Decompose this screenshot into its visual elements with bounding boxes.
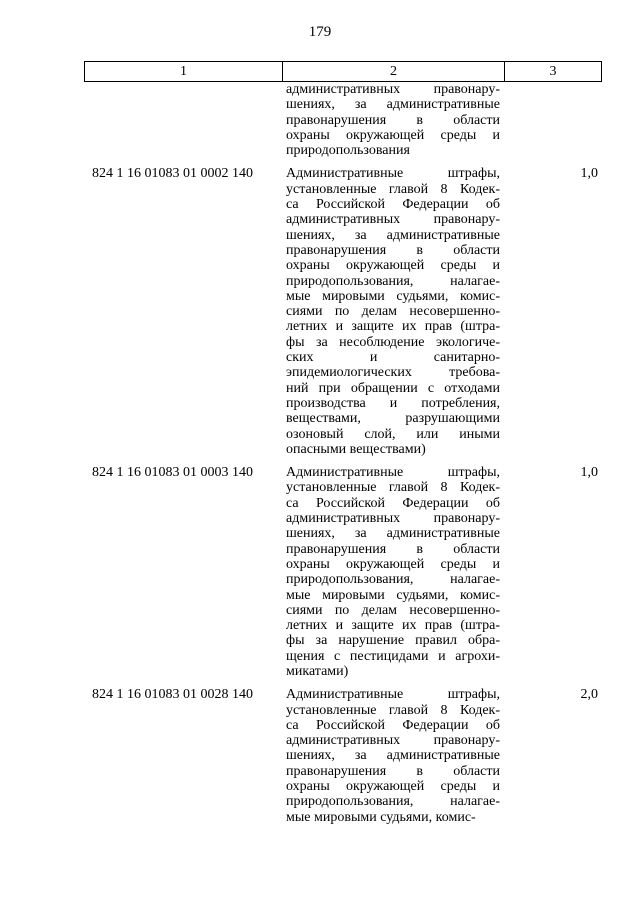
description-line: административных правонару- bbox=[286, 82, 500, 97]
amount-value: 2,0 bbox=[580, 687, 598, 703]
description-line: природопользования, налагае- bbox=[286, 572, 500, 588]
description-line: опасными веществами) bbox=[286, 441, 426, 457]
code-cell bbox=[84, 465, 282, 679]
description-line: ний при обращении с отходами bbox=[286, 380, 500, 396]
description-line: административных правонару- bbox=[286, 212, 500, 228]
page-number: 179 bbox=[308, 24, 332, 40]
description-line: административных правонару- bbox=[286, 733, 500, 749]
budget-table bbox=[84, 61, 602, 825]
code-cell bbox=[84, 82, 282, 158]
description-line: правонарушения в области bbox=[286, 541, 500, 557]
description-line: Административные штрафы, bbox=[286, 465, 500, 481]
value-cell bbox=[504, 687, 602, 825]
description-line: охраны окружающей среды и bbox=[286, 779, 500, 795]
value-cell bbox=[504, 166, 602, 457]
code-cell bbox=[84, 166, 282, 457]
description-line: охраны окружающей среды и bbox=[286, 127, 500, 143]
description-line: са Российской Федерации об bbox=[286, 495, 500, 511]
description-line: охраны окружающей среды и bbox=[286, 258, 500, 274]
description-cell bbox=[282, 687, 504, 825]
description-line: установленные главой 8 Кодек- bbox=[286, 480, 500, 496]
description-cell bbox=[282, 465, 504, 679]
description-line: правонарушения в области bbox=[286, 242, 500, 258]
description-line: мые мировыми судьями, комис- bbox=[286, 809, 476, 825]
description-line: веществами, разрушающими bbox=[286, 411, 500, 427]
budget-code: 824 1 16 01083 01 0028 140 bbox=[92, 687, 253, 703]
description-line: сиями по делам несовершенно- bbox=[286, 602, 500, 618]
description-line: производства и потребления, bbox=[286, 395, 500, 411]
table-header-row bbox=[84, 61, 602, 82]
budget-code: 824 1 16 01083 01 0002 140 bbox=[92, 166, 253, 182]
description-line: правонарушения в области bbox=[286, 112, 500, 128]
description-line: летних и защите их прав (штра- bbox=[286, 618, 500, 634]
continuation-row bbox=[84, 82, 602, 158]
code-cell bbox=[84, 687, 282, 825]
value-cell bbox=[504, 465, 602, 679]
description-line: шениях, за административные bbox=[286, 227, 500, 243]
description-line: мые мировыми судьями, комис- bbox=[286, 288, 500, 304]
description-line: административных правонару- bbox=[286, 511, 500, 527]
description-cell bbox=[282, 166, 504, 457]
description-line: шениях, за административные bbox=[286, 526, 500, 542]
column-header-1: 1 bbox=[85, 62, 283, 81]
amount-value: 1,0 bbox=[580, 166, 598, 182]
table-row bbox=[84, 465, 602, 679]
description-line: озоновый слой, или иными bbox=[286, 426, 500, 442]
description-line: Административные штрафы, bbox=[286, 687, 500, 703]
amount-value: 1,0 bbox=[580, 465, 598, 481]
description-line: са Российской Федерации об bbox=[286, 717, 500, 733]
description-line: правонарушения в области bbox=[286, 763, 500, 779]
table-row bbox=[84, 166, 602, 457]
description-line: фы за нарушение правил обра- bbox=[286, 633, 500, 649]
description-line: микатами) bbox=[286, 663, 349, 679]
description-line: природопользования bbox=[286, 143, 410, 159]
value-cell bbox=[504, 82, 602, 158]
description-line: щения с пестицидами и агрохи- bbox=[286, 648, 500, 664]
column-header-2: 2 bbox=[283, 62, 505, 81]
budget-code: 824 1 16 01083 01 0003 140 bbox=[92, 465, 253, 481]
description-line: летних и защите их прав (штра- bbox=[286, 319, 500, 335]
table-row bbox=[84, 687, 602, 825]
description-line: охраны окружающей среды и bbox=[286, 556, 500, 572]
description-line: установленные главой 8 Кодек- bbox=[286, 702, 500, 718]
description-cell bbox=[282, 82, 504, 158]
description-line: природопользования, налагае- bbox=[286, 794, 500, 810]
description-line: шениях, за административные bbox=[286, 97, 500, 113]
description-line: установленные главой 8 Кодек- bbox=[286, 181, 500, 197]
description-line: шениях, за административные bbox=[286, 748, 500, 764]
description-line: эпидемиологических требова- bbox=[286, 365, 500, 381]
column-header-3: 3 bbox=[549, 63, 557, 79]
description-line: сиями по делам несовершенно- bbox=[286, 304, 500, 320]
description-line: ских и санитарно- bbox=[286, 350, 500, 366]
description-line: са Российской Федерации об bbox=[286, 197, 500, 213]
description-line: Административные штрафы, bbox=[286, 166, 500, 182]
table-body bbox=[84, 82, 602, 825]
description-line: мые мировыми судьями, комис- bbox=[286, 587, 500, 603]
description-line: фы за несоблюдение экологиче- bbox=[286, 334, 500, 350]
description-line: природопользования, налагае- bbox=[286, 273, 500, 289]
